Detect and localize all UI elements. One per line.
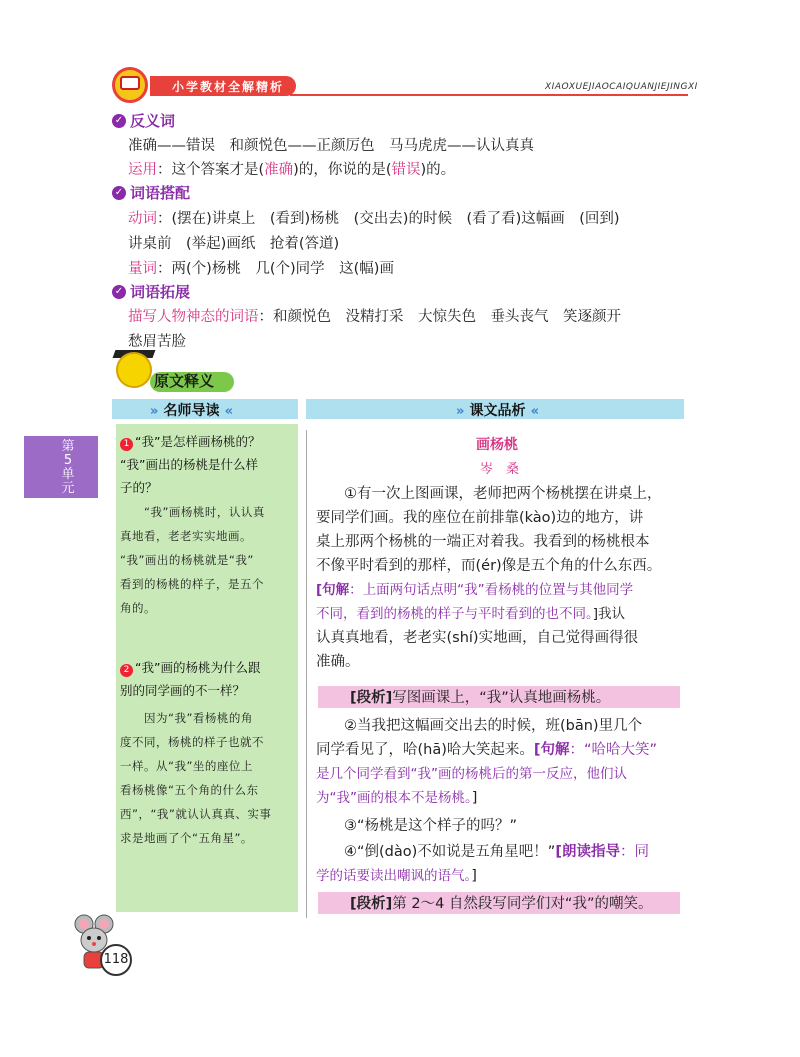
right-bar-title: » 课文品析 «: [456, 403, 539, 419]
check-icon: ✓: [112, 285, 126, 299]
paragraph-3: ③“杨桃是这个样子的吗？”: [344, 818, 518, 834]
analysis-2: [段析]第 2～4 自然段写同学们对“我”的嘲笑。: [318, 892, 680, 914]
antonyms-line: 准确——错误 和颜悦色——正颜厉色 马马虎虎——认认真真: [128, 138, 534, 154]
book-title: 小学教材全解精析: [172, 80, 285, 94]
analysis-1: [段析]写图画课上，“我”认真地画杨桃。: [318, 686, 680, 708]
mascot-icon: [116, 352, 152, 388]
extension-line1: 描写人物神态的词语：和颜悦色 没精打采 大惊失色 垂头丧气 笑逐颜开: [128, 309, 621, 325]
page-number: 118: [100, 944, 132, 976]
number-badge: 2: [120, 664, 133, 677]
text-author: 岑 桑: [480, 462, 520, 477]
check-icon: ✓: [112, 114, 126, 128]
antonyms-heading: ✓ 反义词: [112, 110, 175, 131]
paragraph-2: ②当我把这幅画交出去的时候，班(bān)里几个 同学看见了，哈(hā)哈大笑起来。[句解：“哈哈大笑” 是几个同学看到“我”画的杨桃后的第一反应，他们认 为“我”画的根本不是杨桃。]: [316, 718, 658, 806]
logo-screen-icon: [120, 76, 140, 90]
double-arrow-left-icon: «: [530, 404, 539, 419]
text-title: 画杨桃: [476, 437, 518, 453]
collocation-measure: 量词：两(个)杨桃 几(个)同学 这(幅)画: [128, 261, 394, 277]
double-arrow-right-icon: »: [456, 404, 465, 419]
collocation-heading: ✓ 词语搭配: [112, 182, 190, 203]
header-rule: [290, 94, 688, 96]
double-arrow-left-icon: «: [224, 404, 233, 419]
collocation-verb-line1: 动词：(摆在)讲桌上 (看到)杨桃 (交出去)的时候 (看了看)这幅画 (回到): [128, 211, 620, 227]
guide-q2: 2 “我”画的杨桃为什么跟 别的同学画的不一样？: [120, 660, 261, 698]
book-title-pinyin: XIAOXUEJIAOCAIQUANJIEJINGXI: [545, 82, 698, 92]
collocation-verb-line2: 讲桌前 (举起)画纸 抢着(答道): [128, 236, 340, 252]
paragraph-4: ④“倒(dào)不如说是五角星吧！”[朗读指导：同 学的话要读出嘲讽的语气。]: [316, 844, 649, 884]
guide-a1: “我”画杨桃时，认认真 真地看，老老实实地画。 “我”画出的杨桃就是“我” 看到的杨桃的样子，是五个 角的。: [120, 505, 265, 615]
extension-line2: 愁眉苦脸: [128, 334, 186, 350]
column-divider: [306, 430, 307, 918]
unit-tab-label: 第5单元: [61, 439, 75, 496]
section-title: 原文释义: [154, 372, 215, 390]
extension-heading: ✓ 词语拓展: [112, 281, 190, 302]
antonyms-usage: 运用：这个答案才是(准确)的，你说的是(错误)的。: [128, 162, 456, 178]
double-arrow-right-icon: »: [150, 404, 159, 419]
guide-q1: 1 “我”是怎样画杨桃的？ “我”画出的杨桃是什么样 子的？: [120, 434, 261, 495]
left-bar-title: » 名师导读 «: [150, 403, 233, 419]
number-badge: 1: [120, 438, 133, 451]
check-icon: ✓: [112, 186, 126, 200]
guide-a2: 因为“我”看杨桃的角 度不同，杨桃的样子也就不 一样。从“我”坐的座位上 看杨桃像“五个角的什么东 西”，“我”就认认真真、实事 求是地画了个“五角星”。: [120, 711, 272, 845]
paragraph-1: ①有一次上图画课，老师把两个杨桃摆在讲桌上， 要同学们画。我的座位在前排靠(kào)边的地方，讲 桌上那两个杨桃的一端正对着我。我看到的杨桃根本 不像平时看到的那样，而(ér)像是五个角的什么东西。 [句解：上面两句话点明“我”看杨桃的位置与其他同学 不同，看到的杨桃的样子与平时看到的也不同。]我认 认真真地看，老老实(shí)实地画，自己觉得画得很 准确。: [316, 486, 662, 670]
